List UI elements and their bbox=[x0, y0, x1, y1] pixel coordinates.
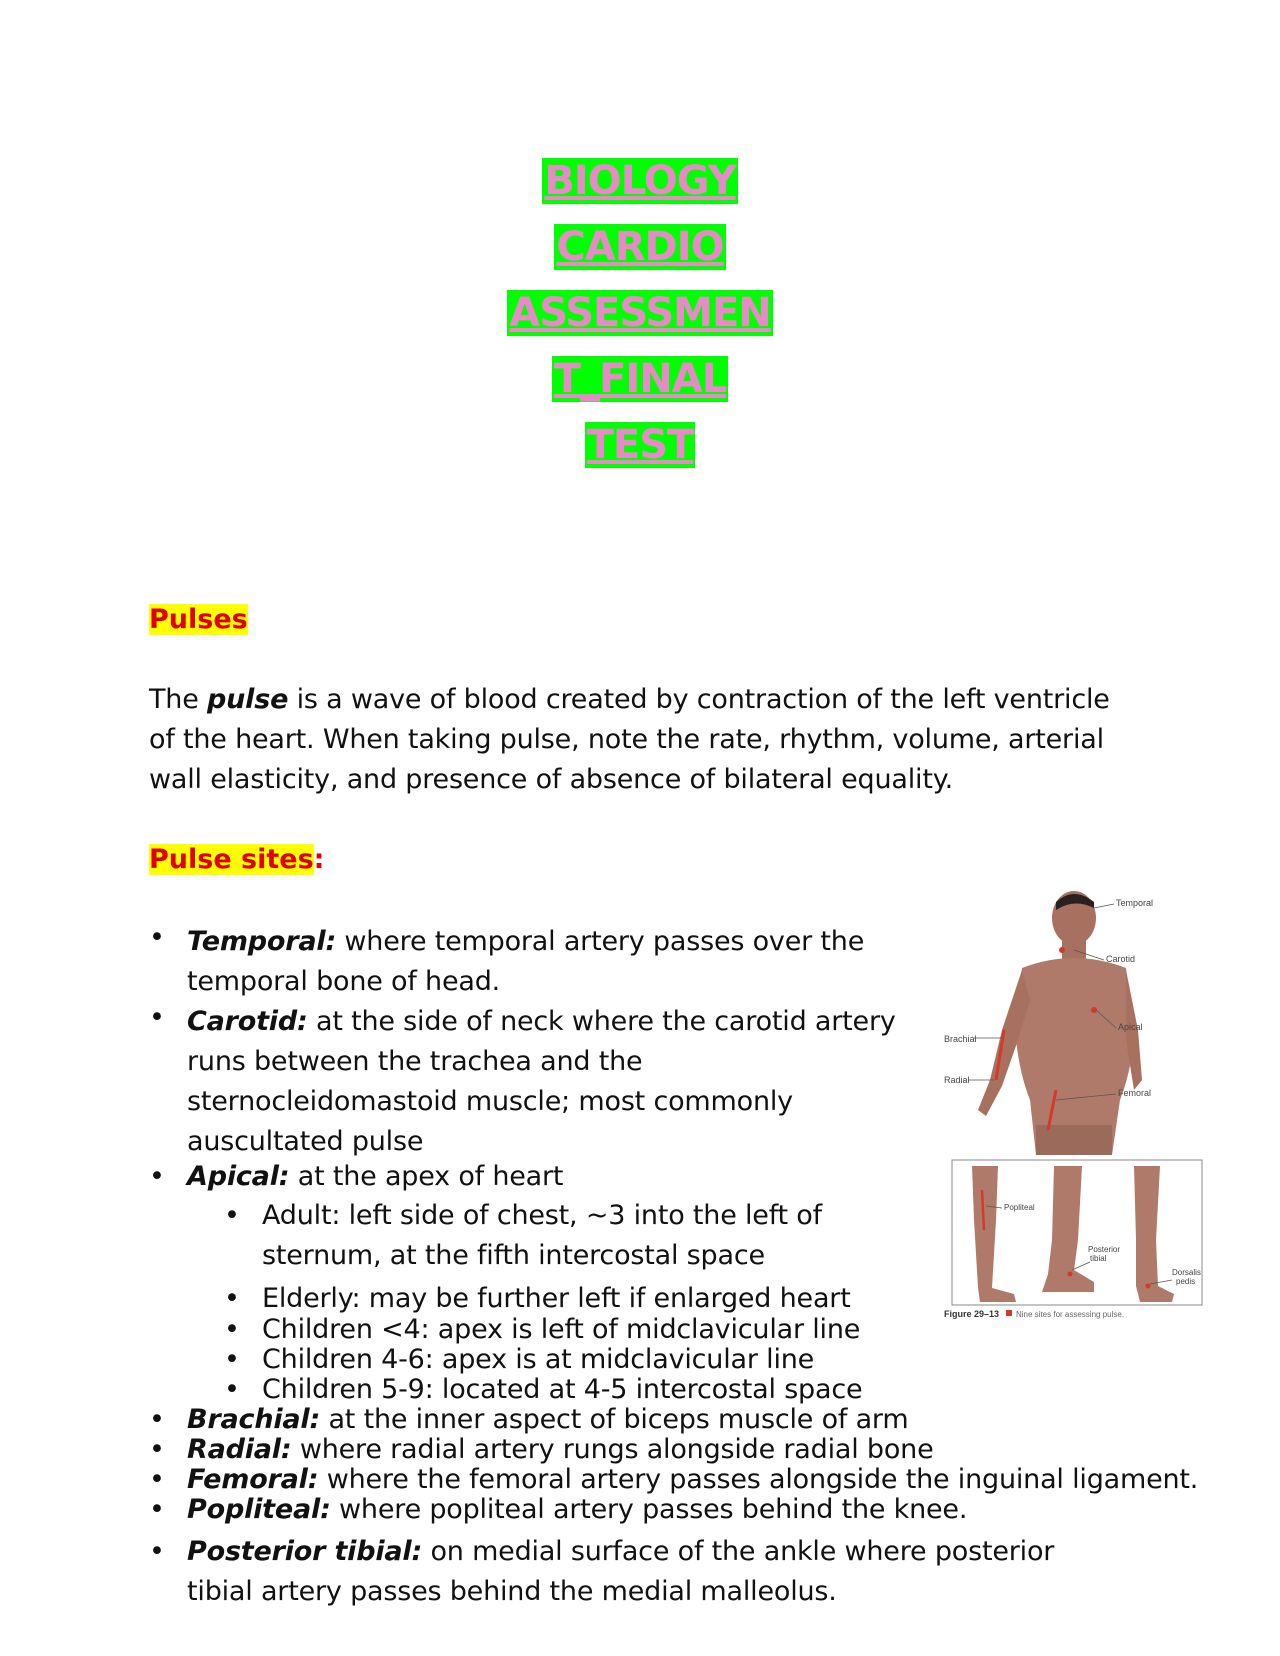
label-brachial: Brachial bbox=[944, 1034, 977, 1044]
label-femoral: Femoral bbox=[1118, 1088, 1152, 1098]
site-description: where the femoral artery passes alongside the inguinal ligament. bbox=[318, 1464, 1199, 1495]
paragraph-line: of the heart. When taking pulse, note the rate, rhythm, volume, arterial bbox=[149, 724, 1104, 755]
site-description: on medial surface of the ankle where posterior bbox=[422, 1536, 1055, 1567]
pulses-heading bbox=[149, 600, 248, 640]
dorsalis-pedis-marker bbox=[1146, 1284, 1151, 1289]
list-item-text bbox=[187, 1493, 967, 1527]
label-popliteal: Popliteal bbox=[1004, 1203, 1035, 1212]
bullet-marker: • bbox=[224, 1283, 240, 1314]
posterior-tibial-marker bbox=[1068, 1272, 1073, 1277]
bullet-marker: • bbox=[149, 1536, 165, 1567]
title-line bbox=[542, 148, 737, 214]
label-apical: Apical bbox=[1118, 1022, 1143, 1032]
site-description: at the side of neck where the carotid artery bbox=[307, 1006, 896, 1037]
bullet-marker: • bbox=[149, 1404, 165, 1435]
site-term: Brachial: bbox=[187, 1404, 321, 1435]
site-description: temporal bone of head. bbox=[187, 966, 501, 997]
caption-marker-icon bbox=[1006, 1310, 1012, 1316]
bullet-marker: • bbox=[149, 1161, 165, 1192]
subitem-text: Elderly: may be further left if enlarged heart bbox=[262, 1283, 851, 1314]
heading-colon: : bbox=[313, 844, 325, 875]
title-line bbox=[507, 280, 773, 346]
site-description: tibial artery passes behind the medial malleolus. bbox=[187, 1576, 837, 1607]
site-term: Radial: bbox=[187, 1434, 292, 1465]
bullet-marker: • bbox=[224, 1314, 240, 1345]
list-item-text bbox=[262, 1196, 822, 1276]
subitem-text: Children 5-9: located at 4-5 intercostal space bbox=[262, 1374, 863, 1405]
subitem-text: Children <4: apex is left of midclavicular line bbox=[262, 1314, 861, 1345]
bullet-marker: • bbox=[224, 1200, 240, 1231]
title-line bbox=[585, 412, 696, 478]
list-item-text bbox=[187, 1532, 1054, 1612]
site-description: at the apex of heart bbox=[289, 1161, 564, 1192]
bullet-marker: • bbox=[149, 1464, 165, 1495]
label-dorsalis-pedis: pedis bbox=[1176, 1277, 1196, 1286]
site-term: Carotid: bbox=[187, 1006, 308, 1037]
title-text: CARDIO bbox=[556, 224, 724, 270]
title-text: BIOLOGY bbox=[544, 158, 736, 204]
label-posterior-tibial: tibial bbox=[1090, 1254, 1107, 1263]
figure-caption bbox=[944, 1309, 1124, 1319]
site-description: where radial artery rungs alongside radial bone bbox=[291, 1434, 934, 1465]
pulse-sites-figure bbox=[944, 890, 1210, 1320]
site-description: auscultated pulse bbox=[187, 1126, 424, 1157]
subitem-text: sternum, at the fifth intercostal space bbox=[262, 1240, 765, 1271]
site-term: Posterior tibial: bbox=[187, 1536, 423, 1567]
title-text: T_FINAL bbox=[553, 356, 727, 402]
title-text: TEST bbox=[586, 422, 694, 468]
paragraph-line: wall elasticity, and presence of absence of bilateral equality. bbox=[149, 764, 954, 795]
bullet-marker: • bbox=[149, 922, 165, 953]
subitem-text: Children 4-6: apex is at midclavicular line bbox=[262, 1344, 815, 1375]
site-description: where temporal artery passes over the bbox=[336, 926, 865, 957]
title-line bbox=[552, 346, 728, 412]
pulse-definition-paragraph bbox=[149, 680, 1149, 800]
bullet-marker: • bbox=[224, 1344, 240, 1375]
site-term: Temporal: bbox=[187, 926, 337, 957]
site-description: at the inner aspect of biceps muscle of arm bbox=[320, 1404, 909, 1435]
paragraph-line bbox=[149, 680, 1149, 720]
list-item-text bbox=[187, 1403, 908, 1437]
label-carotid: Carotid bbox=[1106, 954, 1136, 964]
bullet-marker: • bbox=[149, 1434, 165, 1465]
site-term: Femoral: bbox=[187, 1464, 319, 1495]
list-item-text bbox=[187, 1160, 563, 1194]
title-text: ASSESSMEN bbox=[509, 290, 771, 336]
pulses-heading-text: Pulses bbox=[149, 604, 248, 635]
list-item-text bbox=[187, 1463, 1198, 1497]
subitem-text: Adult: left side of chest, ~3 into the left of bbox=[262, 1200, 822, 1231]
site-description: runs between the trachea and the bbox=[187, 1046, 643, 1077]
pulse-sites-heading-text: Pulse sites bbox=[149, 844, 314, 875]
site-description: sternocleidomastoid muscle; most commonly bbox=[187, 1086, 793, 1117]
paragraph-text: The bbox=[149, 684, 207, 715]
bullet-marker: • bbox=[224, 1374, 240, 1405]
label-dorsalis-pedis: Dorsalis bbox=[1172, 1268, 1201, 1277]
site-term: Apical: bbox=[187, 1161, 290, 1192]
document-title bbox=[0, 148, 1280, 478]
site-description: where popliteal artery passes behind the knee. bbox=[330, 1494, 968, 1525]
list-item-text bbox=[187, 922, 864, 1002]
list-item-text bbox=[187, 1433, 934, 1467]
label-temporal: Temporal bbox=[1116, 898, 1154, 908]
label-radial: Radial bbox=[944, 1075, 970, 1085]
bullet-marker: • bbox=[149, 1494, 165, 1525]
site-term: Popliteal: bbox=[187, 1494, 331, 1525]
carotid-marker bbox=[1059, 947, 1065, 953]
pulse-sites-heading bbox=[149, 840, 324, 880]
label-posterior-tibial: Posterior bbox=[1088, 1245, 1121, 1254]
paragraph-text: is a wave of blood created by contraction of the left ventricle bbox=[288, 684, 1110, 715]
list-item-text bbox=[187, 1002, 896, 1162]
bullet-marker: • bbox=[149, 1002, 165, 1033]
pulse-term: pulse bbox=[207, 684, 289, 715]
caption-label: Figure 29–13 bbox=[944, 1309, 1000, 1319]
caption-text: Nine sites for assessing pulse. bbox=[1016, 1310, 1125, 1319]
title-line bbox=[554, 214, 725, 280]
